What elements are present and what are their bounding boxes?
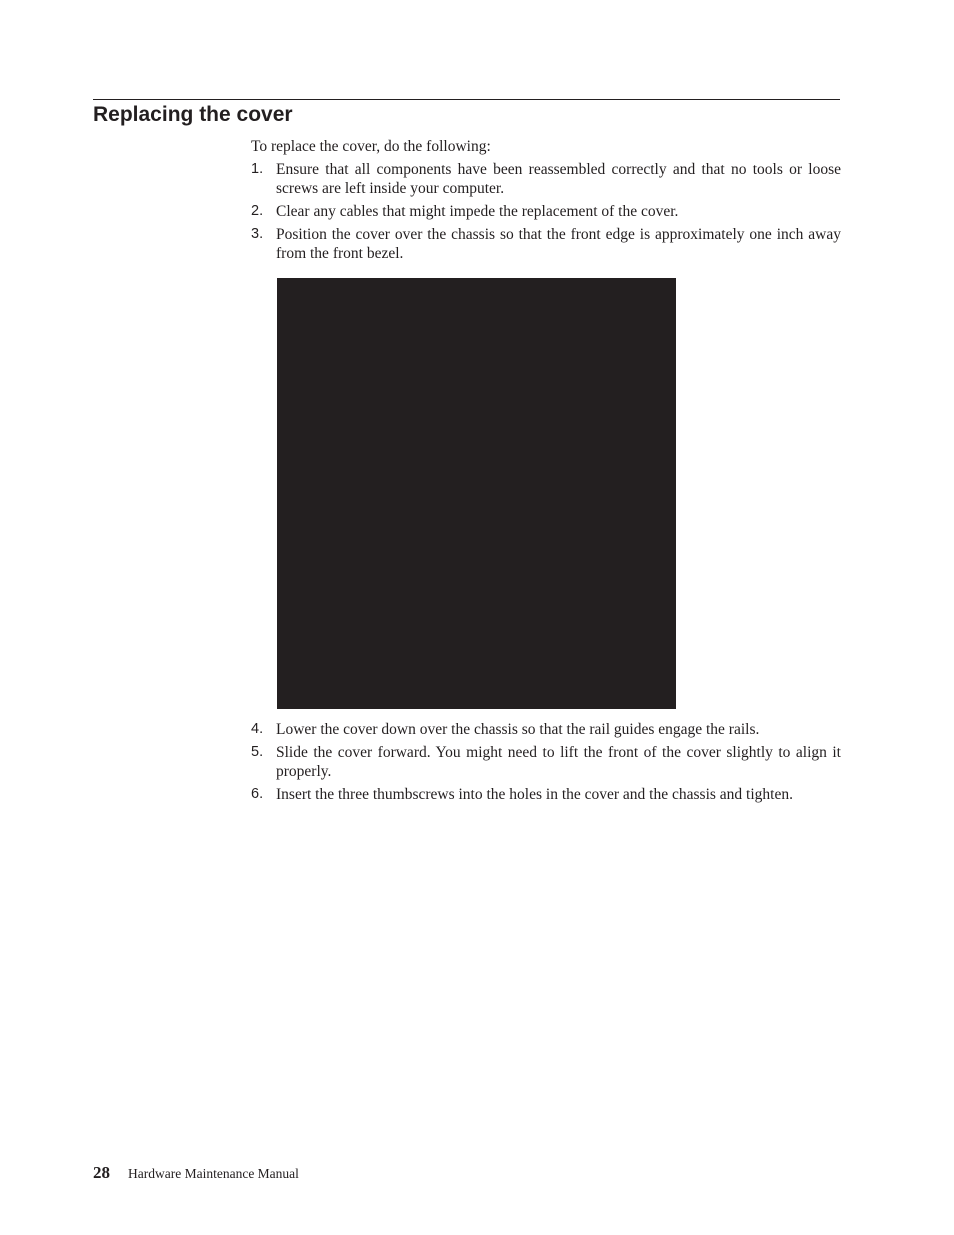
steps-list-before-figure (251, 160, 841, 267)
step-text: Insert the three thumbscrews into the holes in the cover and the chassis and tighten. (276, 786, 793, 803)
step-text: Ensure that all components have been reassembled correctly and that no tools or loose screws are left inside your computer. (276, 161, 841, 197)
step-number: 6. (251, 786, 264, 802)
intro-text: To replace the cover, do the following: (251, 138, 491, 155)
step-number: 4. (251, 721, 264, 737)
step-text: Slide the cover forward. You might need to lift the front of the cover slightly to align it properly. (276, 744, 841, 780)
list-item (251, 785, 841, 804)
list-item (251, 720, 841, 739)
step-number: 1. (251, 161, 264, 177)
list-item (251, 202, 841, 221)
cover-illustration (277, 278, 676, 709)
document-title: Hardware Maintenance Manual (128, 1166, 299, 1181)
list-item (251, 743, 841, 781)
steps-list-after-figure (251, 720, 841, 808)
page-number: 28 (93, 1163, 110, 1182)
page-footer (93, 1162, 299, 1185)
section-title: Replacing the cover (93, 103, 293, 126)
step-text: Lower the cover down over the chassis so that the rail guides engage the rails. (276, 721, 760, 738)
list-item (251, 160, 841, 198)
step-number: 3. (251, 226, 264, 242)
heading-rule (93, 99, 840, 100)
step-text: Clear any cables that might impede the replacement of the cover. (276, 203, 679, 220)
list-item (251, 225, 841, 263)
step-number: 5. (251, 744, 264, 760)
step-text: Position the cover over the chassis so that the front edge is approximately one inch away from the front bezel. (276, 226, 841, 262)
step-number: 2. (251, 203, 264, 219)
